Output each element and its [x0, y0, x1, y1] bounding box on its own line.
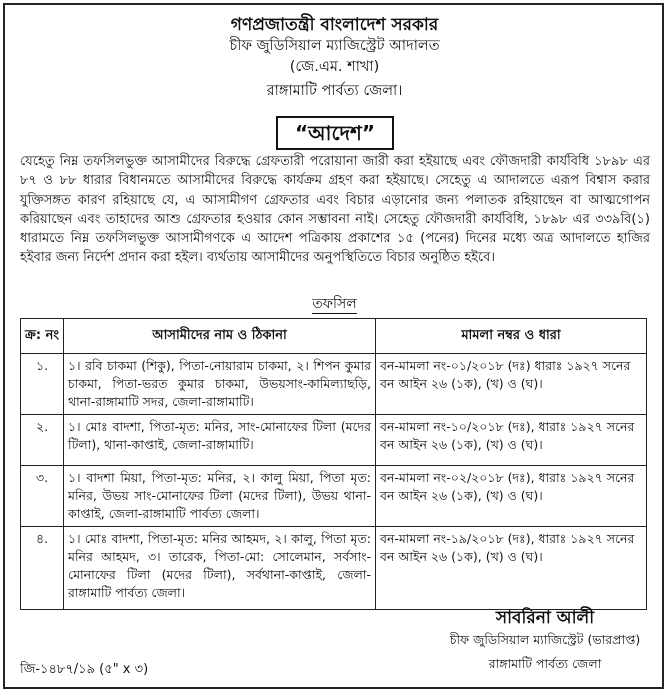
row-case: বন-মামলা নং-১৯/২০১৮ (দঃ), ধারাঃ ১৯২৭ সনের বন আইন ২৬ (১ক), (খ) ও (ঘ)। [376, 527, 647, 610]
row-serial: ১. [21, 354, 64, 415]
row-serial: ৪. [21, 527, 64, 610]
order-body-text: যেহেতু নিম্ন তফসিলভুক্ত আসামীদের বিরুদ্ধে গ্রেফতারী পরোয়ানা জারী করা হইয়াছে এবং ফৌজদারী কার্যবিধি ১৮৯৮ এর ৮৭ ও ৮৮ ধারার বিধানমতে আসামীদের বিরুদ্ধে কার্যক্রম গ্রহণ করা হইয়াছে। সেহেতু এ আদালতে এরূপ বিশ্বাস করার যুক্তিসঙ্গত কারণ রহিয়াছে যে, এ আসামীগণ গ্রেফতার এবং বিচার এড়ানোর জন্য পলাতক রহিয়াছেন বা আত্মগোপন করিয়াছেন এবং তাহাদের আশু গ্রেফতার হওয়ার কোন সম্ভাবনা নাই। সেহেতু ফৌজদারী কার্যবিধি, ১৮৯৮ এর ৩৩৯বি(১) ধারামতে নিম্ন তফসিলভুক্ত আসামীগণকে এ আদেশ পত্রিকায় প্রকাশের ১৫ (পনের) দিনের মধ্যে অত্র আদালতে হাজির হইবার জন্য নির্দেশ প্রদান করা হইল। ব্যর্থতায় আসামীদের অনুপস্থিতিতে বিচার অনুষ্ঠিত হইবে। [20, 154, 650, 266]
header-accused: আসামীদের নাম ও ঠিকানা [64, 319, 376, 354]
table-row [21, 415, 647, 466]
header-case: মামলা নম্বর ও ধারা [376, 319, 647, 354]
signatory-place: রাঙ্গামাটি পার্বত্য জেলা [488, 656, 602, 671]
row-accused: ১। রবি চাকমা (শিকু), পিতা-নোয়ারাম চাকমা, ২। শিপন কুমার চাকমা, পিতা-ভরত কুমার চাকমা, উভয়সাং-কামিল্যাছড়ি, থানা-রাঙ্গামাটি সদর, জেলা-রাঙ্গামাটি। [64, 354, 376, 415]
table-row [21, 354, 647, 415]
row-accused: ১। মোঃ বাদশা, পিতা-মৃত: মনির আহমদ, ২। কালু, পিতা মৃত: মনির আহমদ, ৩। তারেক, পিতা-মো: সোলেমান, সর্বসাং-মোনাফের টিলা (মদের টিলা), সর্বথানা-কাপ্তাই, জেলা-রাঙ্গামাটি পার্বত্য জেলা। [64, 527, 376, 610]
court-name: চীফ জুডিসিয়াল ম্যাজিস্ট্রেট আদালত [229, 38, 440, 54]
header-serial: ক্র: নং [21, 319, 64, 354]
signatory-name: সাবরিনা আলী [495, 608, 595, 628]
row-case: বন-মামলা নং-০২/২০১৮ (দঃ), ধারাঃ ১৯২৭ সনের বন আইন ২৬ (১ক), (খ) ও (ঘ)। [376, 466, 647, 527]
court-branch: (জে.এম. শাখা) [289, 59, 380, 75]
row-case: বন-মামলা নং-০১/২০১৮ (দঃ) ধারাঃ ১৯২৭ সনের বন আইন ২৬ (১ক), (খ) ও (ঘ)। [376, 354, 647, 415]
government-heading: গণপ্রজাতন্ত্রী বাংলাদেশ সরকার [230, 15, 439, 35]
table-row [21, 527, 647, 610]
signatory-title: চীফ জুডিসিয়াল ম্যাজিস্ট্রেট (ভারপ্রাপ্ত) [449, 632, 641, 647]
district-name: রাঙ্গামাটি পার্বত্য জেলা। [266, 83, 403, 99]
table-header-row [21, 319, 647, 354]
table-row [21, 466, 647, 527]
accused-table [20, 318, 647, 610]
schedule-heading: তফসিল [312, 296, 357, 312]
row-accused: ১। বাদশা মিয়া, পিতা-মৃত: মনির, ২। কালু মিয়া, পিতা মৃত: মনির, উভয় সাং-মোনাফের টিলা (মদের টিলা), উভয় থানা-কাপ্তাই, জেলা-রাঙ্গামাটি পার্বত্য জেলা। [64, 466, 376, 527]
order-title: “আদেশ” [276, 116, 394, 150]
row-case: বন-মামলা নং-১০/২০১৮ (দঃ), ধারাঃ ১৯২৭ সনের বন আইন ২৬ (১ক), (খ) ও (ঘ)। [376, 415, 647, 466]
row-accused: ১। মোঃ বাদশা, পিতা-মৃত: মনির, সাং-মোনাফের টিলা (মদের টিলা), থানা-কাপ্তাই, জেলা-রাঙ্গামাটি। [64, 415, 376, 466]
row-serial: ২. [21, 415, 64, 466]
reference-number: জি-১৪৮৭/১৯ (৫" x ৩) [20, 662, 149, 677]
row-serial: ৩. [21, 466, 64, 527]
